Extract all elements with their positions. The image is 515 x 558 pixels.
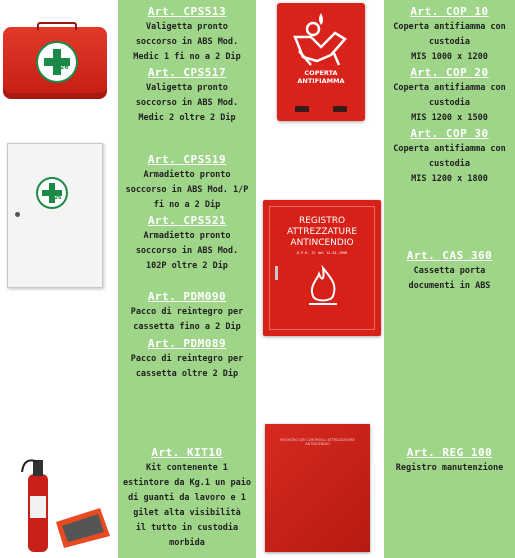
product-desc-line: Kit contenente 1 (146, 463, 228, 473)
product-entry (118, 290, 256, 334)
product-entry (118, 446, 256, 550)
product-desc-line: morbida (169, 538, 205, 548)
product-code: Art. CPS521 (147, 214, 227, 227)
product-desc-line: il tutto in custodia (135, 523, 239, 533)
product-code: Art. COP 10 (410, 5, 489, 18)
product-desc-line: soccorso in ABS Mod. (135, 98, 239, 108)
product-desc-line: cassetta fino a 2 Dip (133, 322, 241, 332)
flame-icon (303, 264, 343, 308)
product-code: Art. COP 20 (410, 66, 489, 79)
product-entry (384, 249, 515, 293)
product-desc-line: Armadietto pronto (143, 170, 231, 180)
product-desc-line: Pacco di reintegro per (130, 354, 244, 364)
product-code: Art. CPS519 (147, 153, 227, 166)
product-code: Art. COP 30 (410, 127, 489, 140)
product-code: Art. KIT10 (151, 446, 223, 459)
product-desc-line: soccorso in ABS Mod. (135, 246, 239, 256)
product-desc-line: Registro manutenzione (395, 463, 504, 473)
image-column-right (256, 0, 384, 558)
product-entry (118, 214, 256, 273)
case-handle (37, 22, 77, 30)
product-desc-line: Coperta antifiamma con (393, 83, 506, 93)
first-aid-cross-icon (36, 177, 68, 209)
product-desc-line: soccorso in ABS Mod. 1/P (125, 185, 249, 195)
product-desc-line: MIS 1200 x 1500 (411, 113, 488, 123)
product-desc-line: MIS 1200 x 1800 (411, 174, 488, 184)
product-desc-line: MIS 1000 x 1200 (411, 52, 488, 62)
description-column-2 (384, 0, 515, 558)
image-column-left (0, 0, 118, 558)
product-desc-line: 102P oltre 2 Dip (146, 261, 228, 271)
product-desc-line: soccorso in ABS Mod. (135, 37, 239, 47)
product-desc-line: custodia (429, 98, 470, 108)
book-title: REGISTRO DEI CONTROLLI ATTREZZATURE ANTINCENDIO (280, 438, 355, 446)
box-title-line: REGISTRO (298, 216, 346, 226)
key-icon (275, 266, 278, 280)
fire-blanket-image (277, 3, 365, 121)
product-desc-line: custodia (429, 37, 470, 47)
product-desc-line: gilet alta visibilità (133, 508, 241, 518)
product-desc-line: di guanti da lavoro e 1 (128, 493, 246, 503)
product-desc-line: Medic 1 fi no a 2 Dip (133, 52, 241, 62)
product-code: Art. PDM089 (147, 337, 227, 350)
product-desc-line: custodia (429, 159, 470, 169)
product-code: Art. CPS517 (147, 66, 227, 79)
first-aid-cross-icon (36, 41, 78, 83)
product-desc-line: Valigetta pronto (146, 22, 228, 32)
first-aid-case-image (3, 27, 107, 99)
product-code: Art. CPS513 (147, 5, 227, 18)
cabinet-lock (15, 212, 20, 217)
box-title (263, 216, 381, 249)
product-code: Art. REG 100 (406, 446, 493, 459)
case-badge: 626 (56, 64, 69, 71)
cabinet-badge: 626 (51, 195, 62, 201)
product-desc-line: Valigetta pronto (146, 83, 228, 93)
product-code: Art. PDM090 (147, 290, 227, 303)
box-subtitle: D.P.R. 37 del 12.01.1998 (296, 251, 348, 255)
box-title-line: ATTREZZATURE (286, 227, 358, 237)
extinguisher-label (30, 496, 46, 518)
product-entry (118, 66, 256, 125)
product-entry (384, 5, 515, 64)
product-entry (384, 127, 515, 186)
product-code: Art. CAS 360 (406, 249, 493, 262)
product-desc-line: Coperta antifiamma con (393, 22, 506, 32)
register-book-image (265, 424, 370, 552)
pull-tab (333, 106, 347, 112)
product-entry (384, 66, 515, 125)
product-desc-line: documenti in ABS (408, 281, 491, 291)
product-desc-line: Medic 2 oltre 2 Dip (138, 113, 236, 123)
product-desc-line: fi no a 2 Dip (153, 200, 221, 210)
fire-person-icon (277, 7, 365, 69)
product-desc-line: Cassetta porta (413, 266, 486, 276)
product-entry (118, 337, 256, 381)
product-desc-line: Coperta antifiamma con (393, 144, 506, 154)
description-column-1 (118, 0, 256, 558)
extinguisher-valve (33, 460, 43, 476)
first-aid-cabinet-image (7, 143, 103, 288)
document-box-image (263, 200, 381, 336)
extinguisher-kit-image (14, 452, 114, 556)
blanket-label: COPERTA ANTIFIAMMA (297, 69, 345, 85)
product-entry (384, 446, 515, 475)
product-desc-line: Pacco di reintegro per (130, 307, 244, 317)
pull-tab (295, 106, 309, 112)
product-entry (118, 153, 256, 212)
product-desc-line: estintore da Kg.1 un paio (123, 478, 251, 488)
product-desc-line: cassetta oltre 2 Dip (135, 369, 239, 379)
box-title-line: ANTINCENDIO (290, 238, 354, 248)
product-desc-line: Armadietto pronto (143, 231, 231, 241)
product-entry (118, 5, 256, 64)
